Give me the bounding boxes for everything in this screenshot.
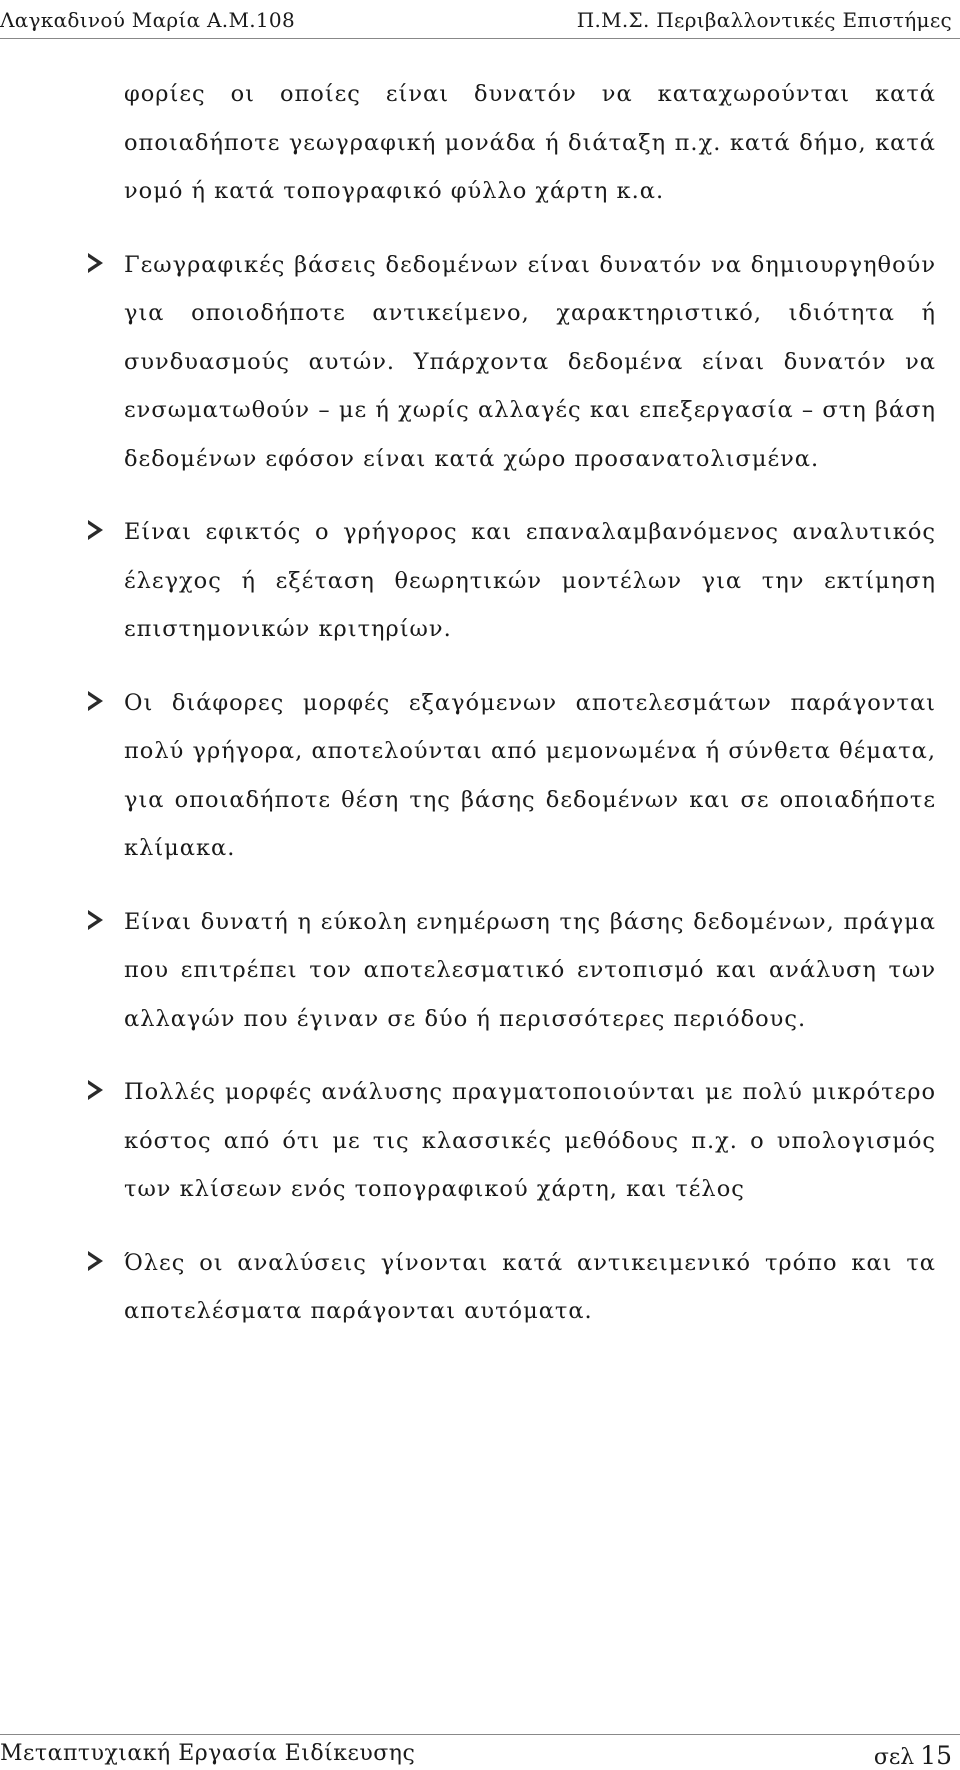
bullet-item: Όλες οι αναλύσεις γίνονται κατά αντικειμενικό τρόπο και τα αποτελέσματα παράγονται αυτόματα. (124, 1239, 936, 1336)
bullet-item: Γεωγραφικές βάσεις δεδομένων είναι δυνατόν να δημιουργηθούν για οποιοδήποτε αντικείμενο, χαρακτηριστικό, ιδιότητα ή συνδυασμούς αυτών. Υπάρχοντα δεδομένα είναι δυνατόν να ενσωματωθούν – με ή χωρίς αλλαγές και επεξεργασία – στη βάση δεδομένων εφόσον είναι κατά χώρο προσανατολισμένα. (124, 241, 936, 484)
bullet-item: Είναι εφικτός ο γρήγορος και επαναλαμβανόμενος αναλυτικός έλεγχος ή εξέταση θεωρητικών μοντέλων για την εκτίμηση επιστημονικών κριτηρίων. (124, 508, 936, 654)
page-number-block (874, 1741, 952, 1770)
bullet-item: Πολλές μορφές ανάλυσης πραγματοποιούνται με πολύ μικρότερο κόστος από ότι με τις κλασσικές μεθόδους π.χ. ο υπολογισμός των κλίσεων ενός τοπογραφικού χάρτη, και τέλος (124, 1068, 936, 1214)
bullet-item: Οι διάφορες μορφές εξαγόμενων αποτελεσμάτων παράγονται πολύ γρήγορα, αποτελούνται από μεμονωμένα ή σύνθετα θέματα, για οποιαδήποτε θέση της βάσης δεδομένων και σε οποιαδήποτε κλίμακα. (124, 679, 936, 873)
page-label: σελ (873, 1745, 915, 1770)
header-author: Λαγκαδινού Μαρία Α.Μ.108 (0, 8, 295, 32)
footer-title: Μεταπτυχιακή Εργασία Ειδίκευσης (0, 1741, 416, 1766)
page-number: 15 (920, 1741, 952, 1770)
bullet-item: Είναι δυνατή η εύκολη ενημέρωση της βάσης δεδομένων, πράγμα που επιτρέπει τον αποτελεσματικό εντοπισμό και ανάλυση των αλλαγών που έγιναν σε δύο ή περισσότερες περιόδους. (124, 898, 936, 1044)
body-text (124, 70, 936, 1361)
header-program: Π.Μ.Σ. Περιβαλλοντικές Επιστήμες (576, 8, 952, 32)
paragraph-continuation: φορίες οι οποίες είναι δυνατόν να καταχωρούνται κατά οποιαδήποτε γεωγραφική μονάδα ή διάταξη π.χ. κατά δήμο, κατά νομό ή κατά τοπογραφικό φύλλο χάρτη κ.α. (124, 81, 936, 204)
page-footer (0, 1734, 960, 1770)
page-header (0, 8, 960, 39)
